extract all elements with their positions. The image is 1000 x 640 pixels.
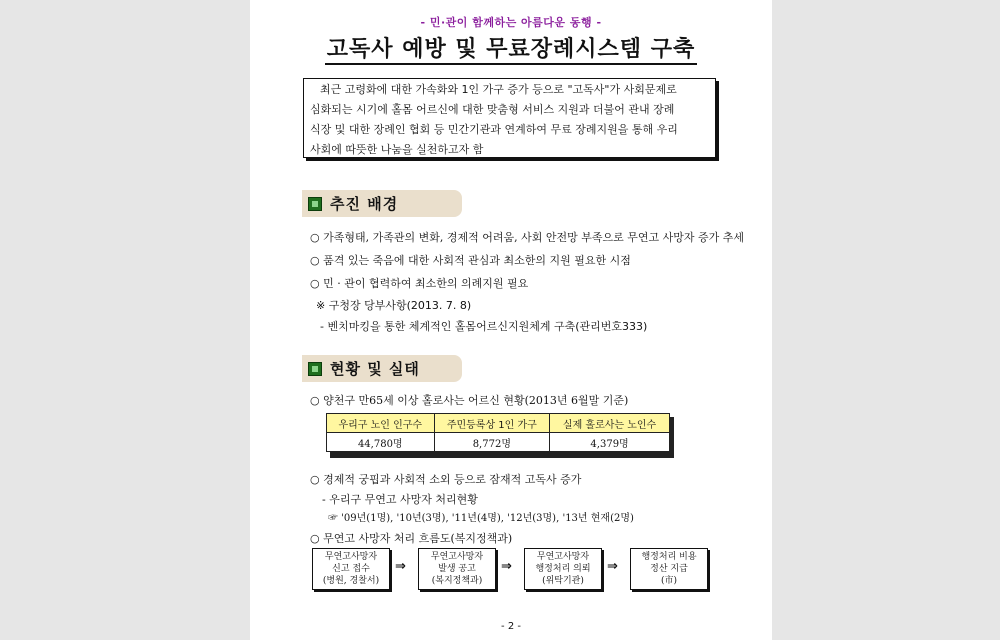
status-detail: ☞ '09년(1명), '10년(3명), '11년(4명), '12년(3명), '13년 현재(2명) [328, 513, 634, 524]
elderly-status-table [326, 413, 670, 452]
background-item: ○ 품격 있는 죽음에 대한 사회적 관심과 최소한의 지원 필요한 시점 [310, 254, 631, 267]
table-cell: 8,772명 [434, 433, 550, 452]
table-row [327, 433, 670, 452]
flow-step-line: 발생 공고 [438, 564, 476, 574]
status-item: ○ 무연고 사망자 처리 흐름도(복지정책과) [310, 532, 513, 545]
table-header-cell: 우리구 노인 인구수 [327, 414, 435, 433]
page-number: - 2 - [501, 621, 521, 632]
flow-step-line: 무연고사망자 [324, 552, 378, 562]
flow-step-line: (위탁기관) [542, 576, 584, 586]
directive-note: ※ 구청장 당부사항(2013. 7. 8) [316, 299, 472, 312]
summary-line: 심화되는 시기에 홀몸 어르신에 대한 맞춤형 서비스 지원과 더불어 관내 장례 [310, 103, 675, 116]
table-header-cell: 주민등록상 1인 가구 [434, 414, 550, 433]
background-item: ○ 가족형태, 가족관의 변화, 경제적 어려움, 사회 안전망 부족으로 무연고 사망자 증가 추세 [310, 231, 744, 244]
section-title: 추진 배경 [330, 195, 399, 213]
flow-arrow-icon: ⇒ [607, 559, 618, 574]
status-subitem: - 우리구 무연고 사망자 처리현황 [322, 493, 478, 506]
flow-step-line: (市) [660, 576, 678, 586]
directive-subnote: - 벤치마킹을 통한 체계적인 홀몸어르신지원체계 구축(관리번호333) [320, 320, 648, 333]
green-square-icon [308, 197, 322, 211]
section-header-background [302, 190, 462, 217]
flow-step-line: 정산 지급 [650, 564, 688, 574]
flow-step-line: 무연고사망자 [536, 552, 590, 562]
table-cell: 4,379명 [550, 433, 670, 452]
flow-step-line: (복지정책과) [431, 576, 483, 586]
flow-step-box [418, 548, 496, 590]
table-cell: 44,780명 [327, 433, 435, 452]
green-square-icon [308, 362, 322, 376]
document-title [250, 32, 772, 63]
flow-step-box [312, 548, 390, 590]
summary-line: 식장 및 대한 장례인 협회 등 민간기관과 연계하여 무료 장례지원을 통해 우리 [310, 123, 678, 136]
summary-box [303, 78, 716, 158]
status-item: ○ 양천구 만65세 이상 홀로사는 어르신 현황(2013년 6월말 기준) [310, 394, 629, 407]
summary-line: 사회에 따뜻한 나눔을 실천하고자 함 [310, 143, 484, 156]
document-page [250, 0, 772, 640]
flow-step-box [524, 548, 602, 590]
flow-arrow-icon: ⇒ [501, 559, 512, 574]
flow-step-box [630, 548, 708, 590]
summary-line: 최근 고령화에 대한 가속화와 1인 가구 증가 등으로 "고독사"가 사회문제로 [320, 83, 677, 96]
document-subtitle: - 민·관이 함께하는 아름다운 동행 - [420, 16, 602, 29]
flow-step-line: 무연고사망자 [430, 552, 484, 562]
flow-step-line: (병원, 경찰서) [322, 576, 380, 586]
table-header-cell: 실제 홀로사는 노인수 [550, 414, 670, 433]
section-header-background [302, 355, 462, 382]
flow-step-line: 행정처리 의뢰 [535, 564, 591, 574]
flow-step-line: 신고 접수 [332, 564, 370, 574]
status-item: ○ 경제적 궁핍과 사회적 소외 등으로 잠재적 고독사 증가 [310, 473, 582, 486]
section-title: 현황 및 실태 [330, 360, 420, 378]
table-header-row [327, 414, 670, 433]
background-item: ○ 민 · 관이 협력하여 최소한의 의례지원 필요 [310, 277, 529, 290]
flow-step-line: 행정처리 비용 [641, 552, 697, 562]
flow-arrow-icon: ⇒ [395, 559, 406, 574]
document-title-text: 고독사 예방 및 무료장례시스템 구축 [325, 37, 697, 65]
